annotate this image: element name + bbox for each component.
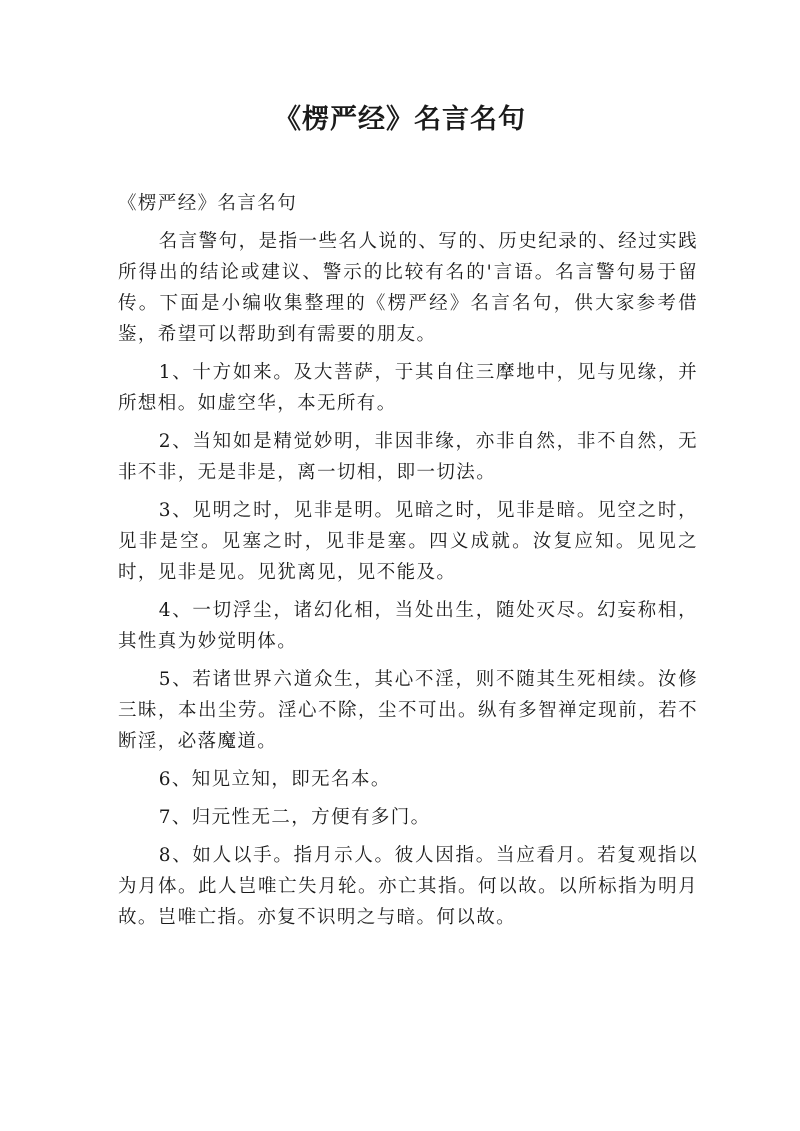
quote-item-6: 6、知见立知，即无名本。 xyxy=(158,769,391,790)
quote-item-2: 2、当知如是精觉妙明，非因非缘，亦非自然，非不自然，无非不非，无是非是，离一切相，即一切法。 xyxy=(118,431,698,483)
subtitle-paragraph: 《楞严经》名言名句 xyxy=(118,193,298,214)
quote-item-4: 4、一切浮尘，诸幻化相，当处出生，随处灭尽。幻妄称相，其性真为妙觉明体。 xyxy=(118,600,698,652)
document-body xyxy=(118,188,698,940)
quote-item-1: 1、十方如来。及大菩萨，于其自住三摩地中，见与见缘，并所想相。如虚空华，本无所有。 xyxy=(118,362,698,414)
quote-item-7: 7、归元性无二，方便有多门。 xyxy=(158,807,431,828)
intro-paragraph: 名言警句，是指一些名人说的、写的、历史纪录的、经过实践所得出的结论或建议、警示的比较有名的'言语。名言警句易于留传。下面是小编收集整理的《楞严经》名言名句，供大家参考借鉴，希望可以帮助到有需要的朋友。 xyxy=(118,231,698,345)
quote-item-8: 8、如人以手。指月示人。彼人因指。当应看月。若复观指以为月体。此人岂唯亡失月轮。亦亡其指。何以故。以所标指为明月故。岂唯亡指。亦复不识明之与暗。何以故。 xyxy=(118,845,698,928)
quote-item-5: 5、若诸世界六道众生，其心不淫，则不随其生死相续。汝修三昧，本出尘劳。淫心不除，尘不可出。纵有多智禅定现前，若不断淫，必落魔道。 xyxy=(118,669,698,752)
quote-item-3: 3、见明之时，见非是明。见暗之时，见非是暗。见空之时，见非是空。见塞之时，见非是塞。四义成就。汝复应知。见见之时，见非是见。见犹离见，见不能及。 xyxy=(118,500,698,583)
document-title: 《楞严经》名言名句 xyxy=(274,104,526,135)
